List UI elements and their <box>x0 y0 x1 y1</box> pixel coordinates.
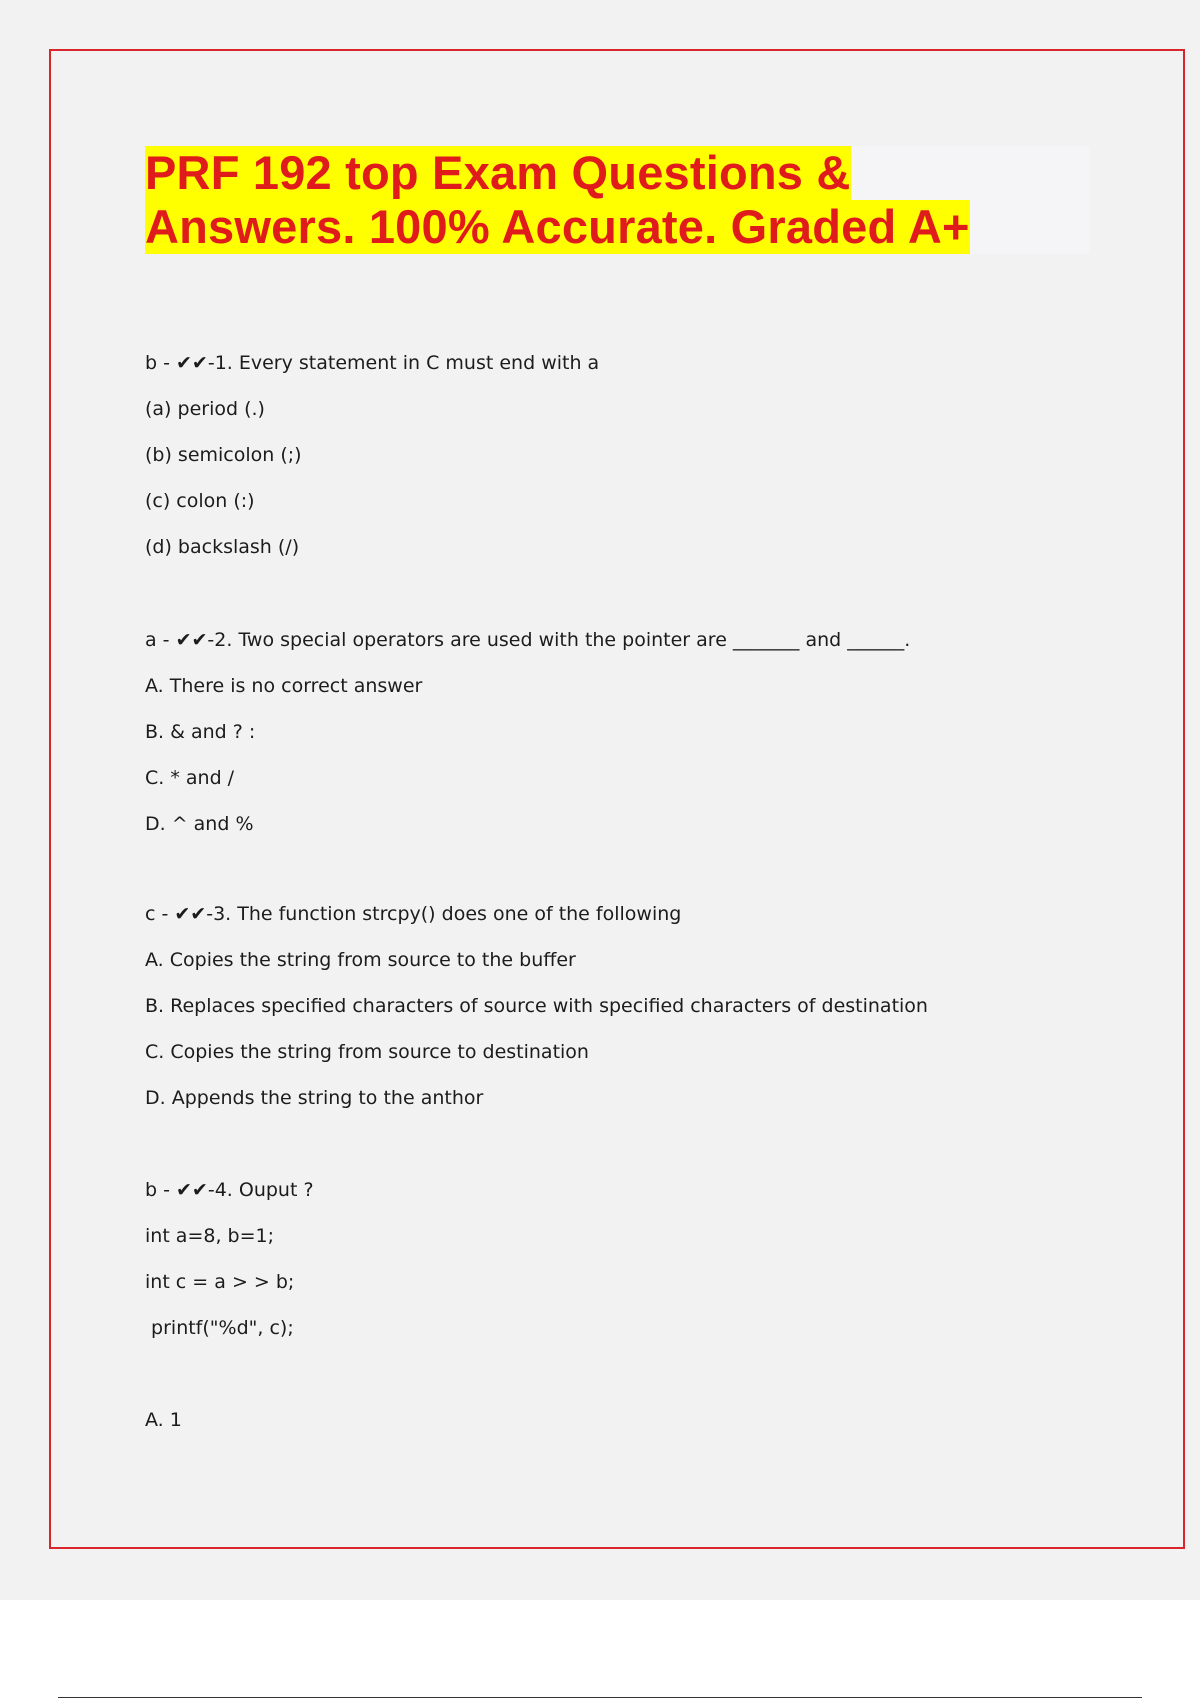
question-4-header: b - ✔✔-4. Ouput ? <box>145 1179 314 1201</box>
question-2-option-b: B. & and ? : <box>145 721 256 743</box>
question-2-header: a - ✔✔-2. Two special operators are used with the pointer are _______ and ______. <box>145 629 911 651</box>
question-4 <box>145 1167 314 1443</box>
question-3-option-b: B. Replaces specified characters of source with specified characters of destination <box>145 995 928 1017</box>
question-4-code-line-3: printf("%d", c); <box>145 1317 294 1339</box>
question-3 <box>145 891 928 1121</box>
question-4-code-line-1: int a=8, b=1; <box>145 1225 275 1247</box>
question-2 <box>145 617 910 847</box>
title-line-1: PRF 192 top Exam Questions & <box>145 146 851 199</box>
question-2-option-d: D. ^ and % <box>145 813 254 835</box>
question-3-option-d: D. Appends the string to the anthor <box>145 1087 484 1109</box>
footer-rule <box>58 1697 1142 1698</box>
question-1-option-d: (d) backslash (/) <box>145 536 300 558</box>
question-1 <box>145 340 599 570</box>
question-2-option-a: A. There is no correct answer <box>145 675 423 697</box>
title-line-2: Answers. 100% Accurate. Graded A+ <box>145 200 970 253</box>
question-4-code-line-2: int c = a > > b; <box>145 1271 295 1293</box>
question-3-option-a: A. Copies the string from source to the buffer <box>145 949 576 971</box>
question-1-option-c: (c) colon (:) <box>145 490 255 512</box>
question-1-option-b: (b) semicolon (;) <box>145 444 302 466</box>
question-4-spacer <box>145 1351 314 1397</box>
question-3-header: c - ✔✔-3. The function strcpy() does one of the following <box>145 903 682 925</box>
question-4-option-a: A. 1 <box>145 1409 182 1431</box>
question-3-option-c: C. Copies the string from source to destination <box>145 1041 589 1063</box>
document-title <box>145 146 1090 254</box>
question-1-option-a: (a) period (.) <box>145 398 265 420</box>
question-1-header: b - ✔✔-1. Every statement in C must end with a <box>145 352 600 374</box>
question-2-option-c: C. * and / <box>145 767 235 789</box>
